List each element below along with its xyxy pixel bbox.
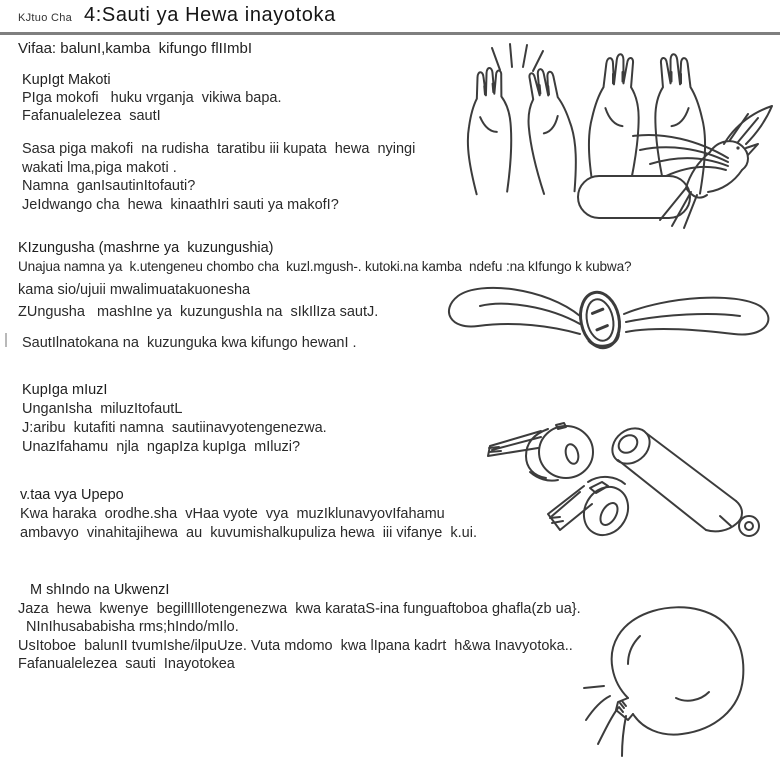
section-heading: M shIndo na UkwenzI — [30, 582, 170, 598]
small-clapping-hands — [461, 44, 579, 195]
section-clapping — [22, 71, 282, 125]
text-line: Fafanualelezea sauti Inayotokea — [18, 656, 235, 672]
text-line: NInIhusababisha rms;hIndo/mIlo. — [26, 619, 239, 635]
text-line: ambavyo vinahitajihewa au kuvumishalkupuliza hewa iii vifanye k.ui. — [20, 525, 477, 541]
text-line: Kwa haraka orodhe.sha vHaa vyote vya muzIklunavyovIfahamu — [20, 506, 445, 522]
text-line: JeIdwango cha hewa kinaathIri sauti ya makofI? — [22, 196, 339, 213]
text-line: Jaza hewa kwenye begillIllotengenezwa kwa karataS-ina funguaftoboa ghafla(zb ua}. — [18, 600, 581, 617]
section-whistle — [22, 381, 327, 457]
text-line: Sasa piga makofi na rudisha taratibu iii kupata hewa nyingi — [22, 141, 416, 157]
sound-burst-icon — [492, 44, 543, 71]
text-line: UsItoboe balunII tvumIshe/ilpuUze. Vuta mdomo kwa lIpana kadrt h&wa Inavyotoka.. — [18, 637, 573, 654]
section-clapping-questions — [22, 140, 415, 214]
section-wind-instruments — [20, 486, 477, 543]
text-line: kama sio/ujuii mwalimuatakuonesha — [18, 282, 251, 298]
section-heading: KupIga mIuzI — [22, 382, 108, 398]
text-line: UnazIfahamu njla ngapIza kupIga mIluzi? — [22, 439, 301, 455]
spinner-figure — [428, 276, 780, 358]
large-hands — [589, 54, 705, 193]
whistles-figure — [468, 416, 780, 566]
page-title: 4:Sauti ya Hewa inayotoka — [84, 4, 336, 26]
text-line: Namna ganIsautinItofauti? — [22, 178, 196, 194]
balloon-figure — [578, 598, 780, 761]
scan-artifact — [5, 333, 7, 347]
text-line: ZUngusha mashIne ya kuzungushIa na sIkIlIza sautJ. — [18, 304, 379, 320]
text-line: wakati lma,piga makoti . — [22, 159, 177, 176]
section-heading: KupIgt Makoti — [22, 72, 111, 88]
button-icon — [576, 289, 625, 352]
title-rule — [0, 32, 780, 35]
string-loop-left — [449, 288, 580, 334]
whistle-top-icon — [488, 423, 593, 481]
string-loop-right — [624, 298, 768, 335]
air-puff-lines — [584, 686, 626, 756]
clapping-hands-figure — [428, 40, 780, 238]
tube-icon — [605, 421, 759, 536]
text-line: UnganIsha miluzItofautL — [22, 401, 183, 417]
text-line: Fafanualelezea sautI — [22, 108, 161, 124]
text-line: PIga mokofi huku vrganja vikiwa bapa. — [22, 90, 282, 106]
pill-shape — [578, 176, 690, 218]
section-heading: v.taa vya Upepo — [20, 487, 124, 503]
section-spinner-conclusion — [22, 334, 357, 352]
text-line: SautIlnatokana na kuzunguka kwa kifungo hewanI . — [22, 335, 357, 351]
whistle-bottom-icon — [548, 477, 637, 543]
header-kicker: KJtuo Cha — [18, 12, 73, 24]
text-line: J:aribu kutafiti namna sautiinavyotengenezwa. — [22, 420, 327, 436]
materials-line: Vifaa: balunI,kamba kifungo flIImbI — [18, 40, 253, 57]
balloon-icon — [612, 607, 744, 734]
text-line: Unajua namna ya k.utengeneu chombo cha kuzl.mgush-. kutoki.na kamba ndefu :na kIfungo k kubwa? — [18, 259, 632, 274]
section-balloon — [18, 581, 581, 674]
section-heading: KIzungusha (mashrne ya kuzungushia) — [18, 240, 274, 256]
